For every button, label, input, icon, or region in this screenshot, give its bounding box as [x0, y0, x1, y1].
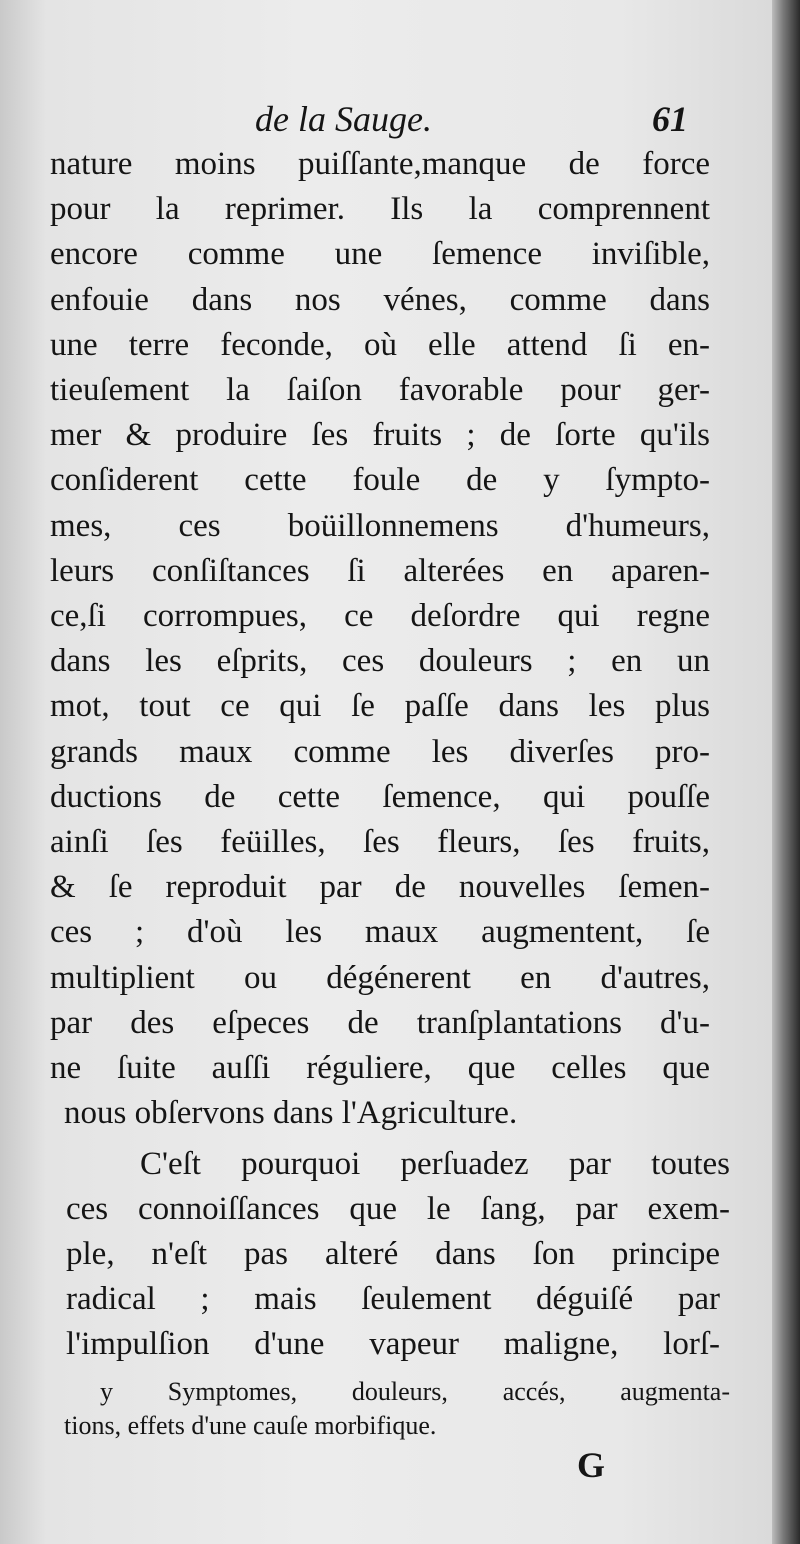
text-line: tieuſement la ſaiſon favorable pour ger- — [50, 372, 710, 408]
text-line: mer & produire ſes fruits ; de ſorte qu'ils — [50, 417, 710, 453]
text-line: encore comme une ſemence inviſible, — [50, 236, 710, 272]
text-line: conſiderent cette foule de y ſympto- — [50, 462, 710, 498]
text-line: enfouie dans nos vénes, comme dans — [50, 282, 710, 318]
text-line: C'eſt pourquoi perſuadez par toutes — [140, 1146, 730, 1182]
footnote-line: tions, effets d'une cauſe morbifique. — [64, 1411, 437, 1440]
text-line: une terre feconde, où elle attend ſi en- — [50, 327, 710, 363]
text-line: nous obſervons dans l'Agriculture. — [64, 1095, 518, 1131]
text-line: grands maux comme les diverſes pro- — [50, 734, 710, 770]
text-line: ces ; d'où les maux augmentent, ſe — [50, 914, 710, 950]
text-line: ce,ſi corrompues, ce deſordre qui regne — [50, 598, 710, 634]
text-line: radical ; mais ſeulement déguiſé par — [66, 1281, 720, 1317]
text-line: l'impulſion d'une vapeur maligne, lorſ- — [66, 1326, 720, 1362]
running-title: de la Sauge. — [255, 99, 432, 139]
text-line: nature moins puiſſante,manque de force — [50, 146, 710, 182]
text-line: leurs conſiſtances ſi alterées en aparen- — [50, 553, 710, 589]
text-line: multiplient ou dégénerent en d'autres, — [50, 960, 710, 996]
running-head — [0, 98, 772, 150]
text-line: mot, tout ce qui ſe paſſe dans les plus — [50, 688, 710, 724]
text-line: ple, n'eſt pas alteré dans ſon principe — [66, 1236, 720, 1272]
text-line: pour la reprimer. Ils la comprennent — [50, 191, 710, 227]
text-line: mes, ces boüillonnemens d'humeurs, — [50, 508, 710, 544]
page-edge-shadow — [772, 0, 800, 1544]
text-line: & ſe reproduit par de nouvelles ſemen- — [50, 869, 710, 905]
text-line: par des eſpeces de tranſplantations d'u- — [50, 1005, 710, 1041]
footnote-line: y Symptomes, douleurs, accés, augmenta- — [100, 1377, 730, 1406]
text-line: ainſi ſes feüilles, ſes fleurs, ſes fruits, — [50, 824, 710, 860]
text-line: ces connoiſſances que le ſang, par exem- — [66, 1191, 730, 1227]
signature-mark: G — [577, 1445, 606, 1485]
page-number: 61 — [652, 99, 688, 139]
text-line: ne ſuite auſſi réguliere, que celles que — [50, 1050, 710, 1086]
text-line: dans les eſprits, ces douleurs ; en un — [50, 643, 710, 679]
text-line: ductions de cette ſemence, qui pouſſe — [50, 779, 710, 815]
